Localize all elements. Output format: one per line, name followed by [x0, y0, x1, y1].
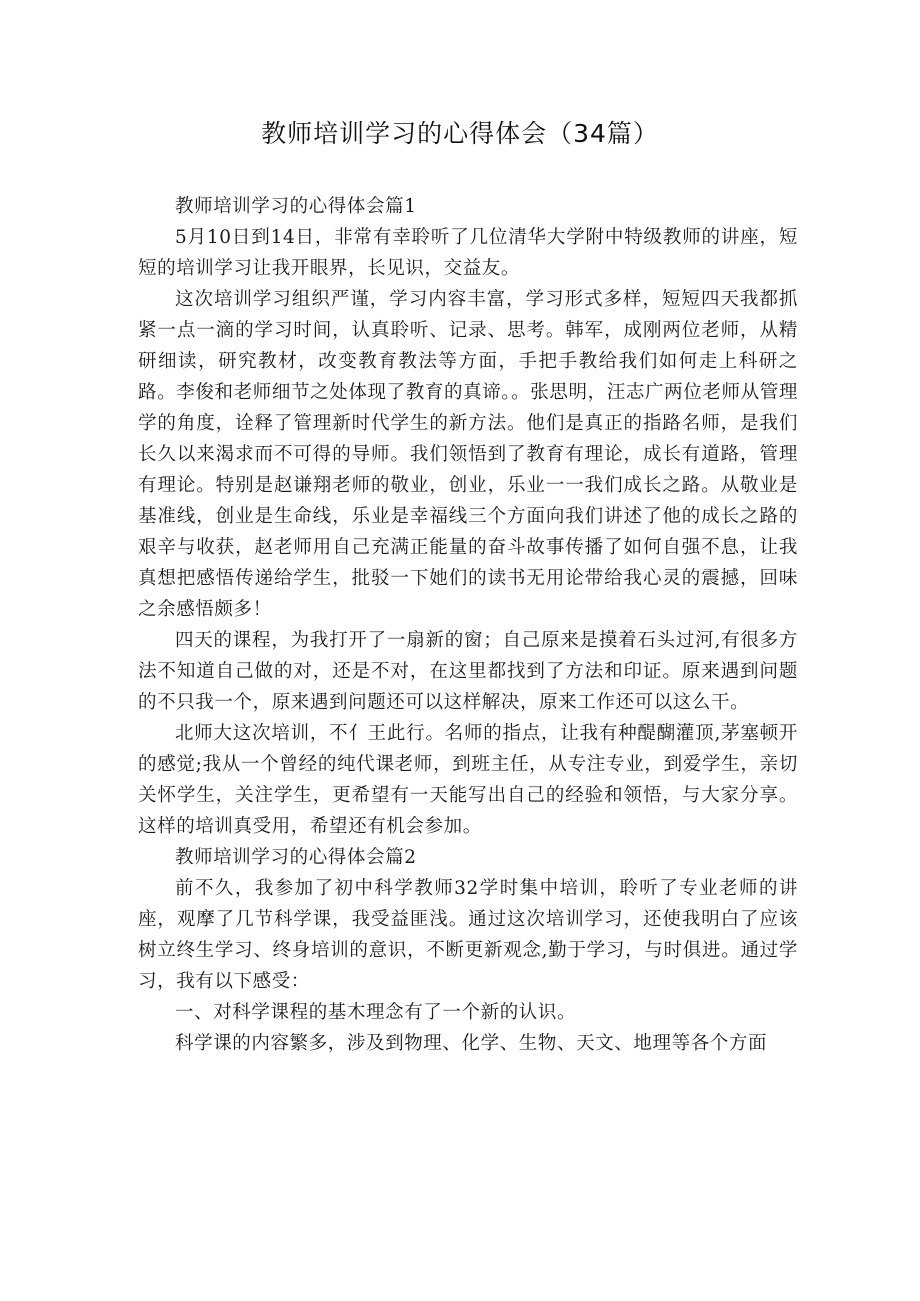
paragraph: 科学课的内容繁多，涉及到物理、化学、生物、天文、地理等各个方面: [175, 1033, 768, 1054]
paragraph: 一、对科学课程的基木理念有了一个新的认识。: [175, 1002, 577, 1023]
paragraph: 前不久，我参加了初中科学教师32学时集中培训，聆听了专业老师的讲座，观摩了几节科学课，我受益匪浅。通过这次培训学习，还使我明白了应该树立终生学习、终身培训的意识，不断更新观念,勤于学习，与时俱进。通过学习，我有以下感受：: [138, 878, 798, 992]
paragraph: 5月10日到14日，非常有幸聆听了几位清华大学附中特级教师的讲座，短短的培训学习让我开眼界，长见识，交益友。: [138, 227, 798, 279]
paragraph: 北师大这次培训，不亻王此行。名师的指点，让我有种醍醐灌顶,茅塞顿开的感觉;我从一个曾经的纯代课老师，到班主任，从专注专业，到爱学生，亲切关怀学生，关注学生，更希望有一天能写出自己的经验和领悟，与大家分享。这样的培训真受用，希望还有机会参加。: [138, 723, 798, 837]
section-heading: 教师培训学习的心得体会篇1: [175, 196, 417, 217]
document-body: [138, 191, 798, 1059]
document-title: 教师培训学习的心得体会（34篇）: [261, 119, 659, 148]
paragraph: 这次培训学习组织严谨，学习内容丰富，学习形式多样，短短四天我都抓紧一点一滴的学习时间，认真聆听、记录、思考。韩军，成刚两位老师，从精研细读，研究教材，改变教育教法等方面，手把手教给我们如何走上科研之路。李俊和老师细节之处体现了教育的真谛。。张思明，汪志广两位老师从管理学的角度，诠释了管理新时代学生的新方法。他们是真正的指路名师，是我们长久以来渴求而不可得的导师。我们领悟到了教育有理论，成长有道路，管理有理论。特别是赵谦翔老师的敬业，创业，乐业一一我们成长之路。从敬业是基准线，创业是生命线，乐业是幸福线三个方面向我们讲述了他的成长之路的艰辛与收获，赵老师用自己充满正能量的奋斗故事传播了如何自强不息，让我真想把感悟传递给学生，批驳一下她们的读书无用论带给我心灵的震撼，回味之余感悟颇多！: [138, 289, 798, 620]
section-heading: 教师培训学习的心得体会篇2: [175, 847, 417, 868]
paragraph: 四天的课程，为我打开了一扇新的窗；自己原来是摸着石头过河,有很多方法不知道自己做的对，还是不对，在这里都找到了方法和印证。原来遇到问题的不只我一个，原来遇到问题还可以这样解决，原来工作还可以这么干。: [138, 630, 798, 713]
